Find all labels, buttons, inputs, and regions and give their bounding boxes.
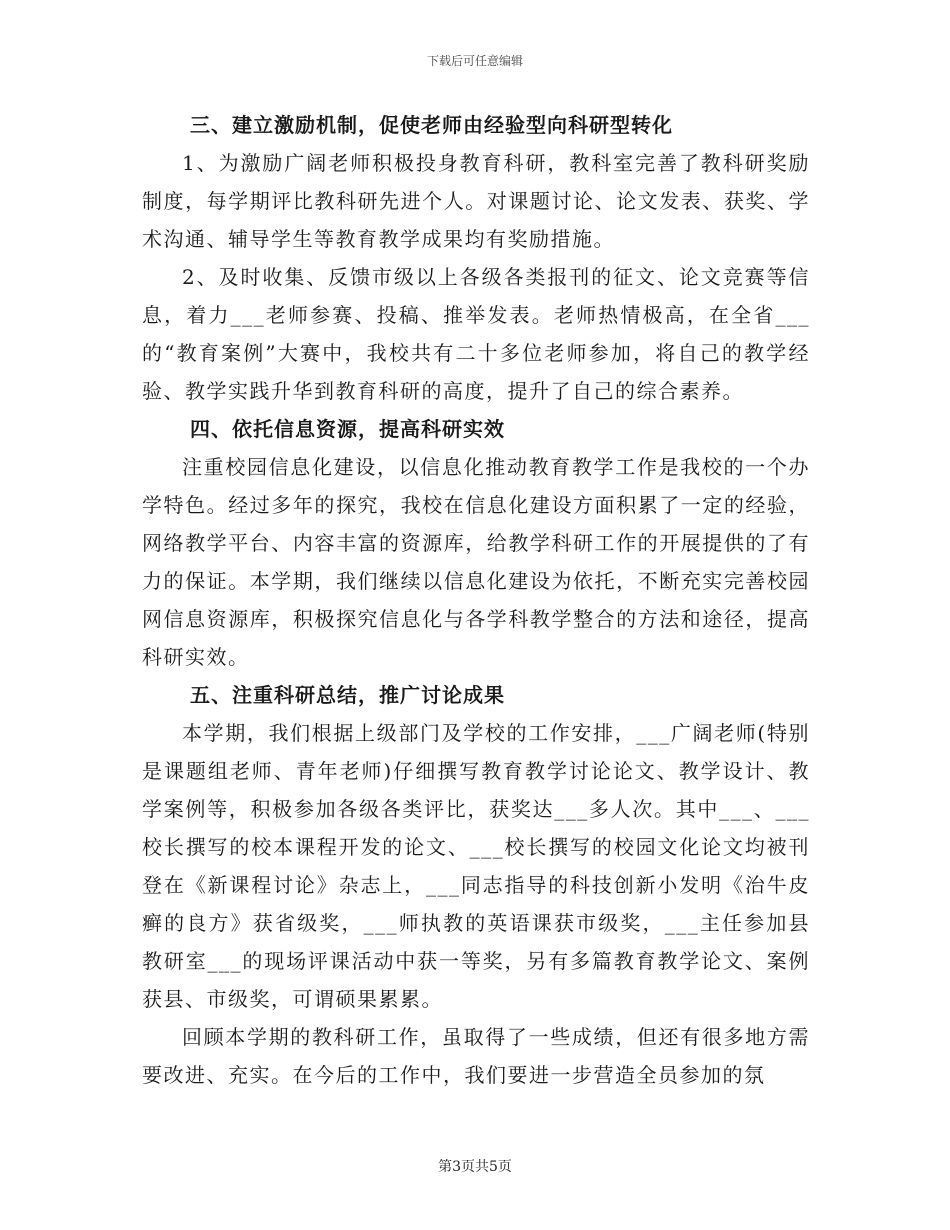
paragraph: 回顾本学期的教科研工作，虽取得了一些成绩，但还有很多地方需要改进、充实。在今后的工作中，我们要进一步营造全员参加的氛	[142, 1025, 810, 1087]
section-heading-research-summary: 五、注重科研总结，推广讨论成果	[190, 683, 505, 707]
paragraph: 2、及时收集、反馈市级以上各级各类报刊的征文、论文竞赛等信息，着力___老师参赛、投稿、推举发表。老师热情极高，在全省___的“教育案例”大赛中，我校共有二十多位老师参加，将自己的教学经验、教学实践升华到教育科研的高度，提升了自己的综合素养。	[142, 265, 810, 403]
paragraph: 1、为激励广阔老师积极投身教育科研，教科室完善了教科研奖励制度，每学期评比教科研先进个人。对课题讨论、论文发表、获奖、学术沟通、辅导学生等教育教学成果均有奖励措施。	[142, 151, 810, 251]
page-header-note: 下载后可任意编辑	[426, 54, 523, 68]
paragraph: 本学期，我们根据上级部门及学校的工作安排，___广阔老师(特别是课题组老师、青年老师)仔细撰写教育教学讨论论文、教学设计、教学案例等，积极参加各级各类评比，获奖达___多人次。其中___、___校长撰写的校本课程开发的论文、___校长撰写的校园文化论文均被刊登在《新课程讨论》杂志上，___同志指导的科技创新小发明《治牛皮癣的良方》获省级奖，___师执教的英语课获市级奖，___主任参加县教研室___的现场评课活动中获一等奖，另有多篇教育教学论文、案例获县、市级奖，可谓硕果累累。	[142, 721, 810, 1011]
section-heading-information-resources: 四、依托信息资源，提高科研实效	[190, 417, 505, 441]
paragraph: 注重校园信息化建设，以信息化推动教育教学工作是我校的一个办学特色。经过多年的探究，我校在信息化建设方面积累了一定的经验，网络教学平台、内容丰富的资源库，给教学科研工作的开展提供的了有力的保证。本学期，我们继续以信息化建设为依托，不断充实完善校园网信息资源库，积极探究信息化与各学科教学整合的方法和途径，提高科研实效。	[142, 455, 810, 669]
document-body	[142, 106, 810, 1094]
section-heading-incentive: 三、建立激励机制，促使老师由经验型向科研型转化	[190, 113, 673, 137]
page-number: 第3页共5页	[438, 1159, 512, 1175]
